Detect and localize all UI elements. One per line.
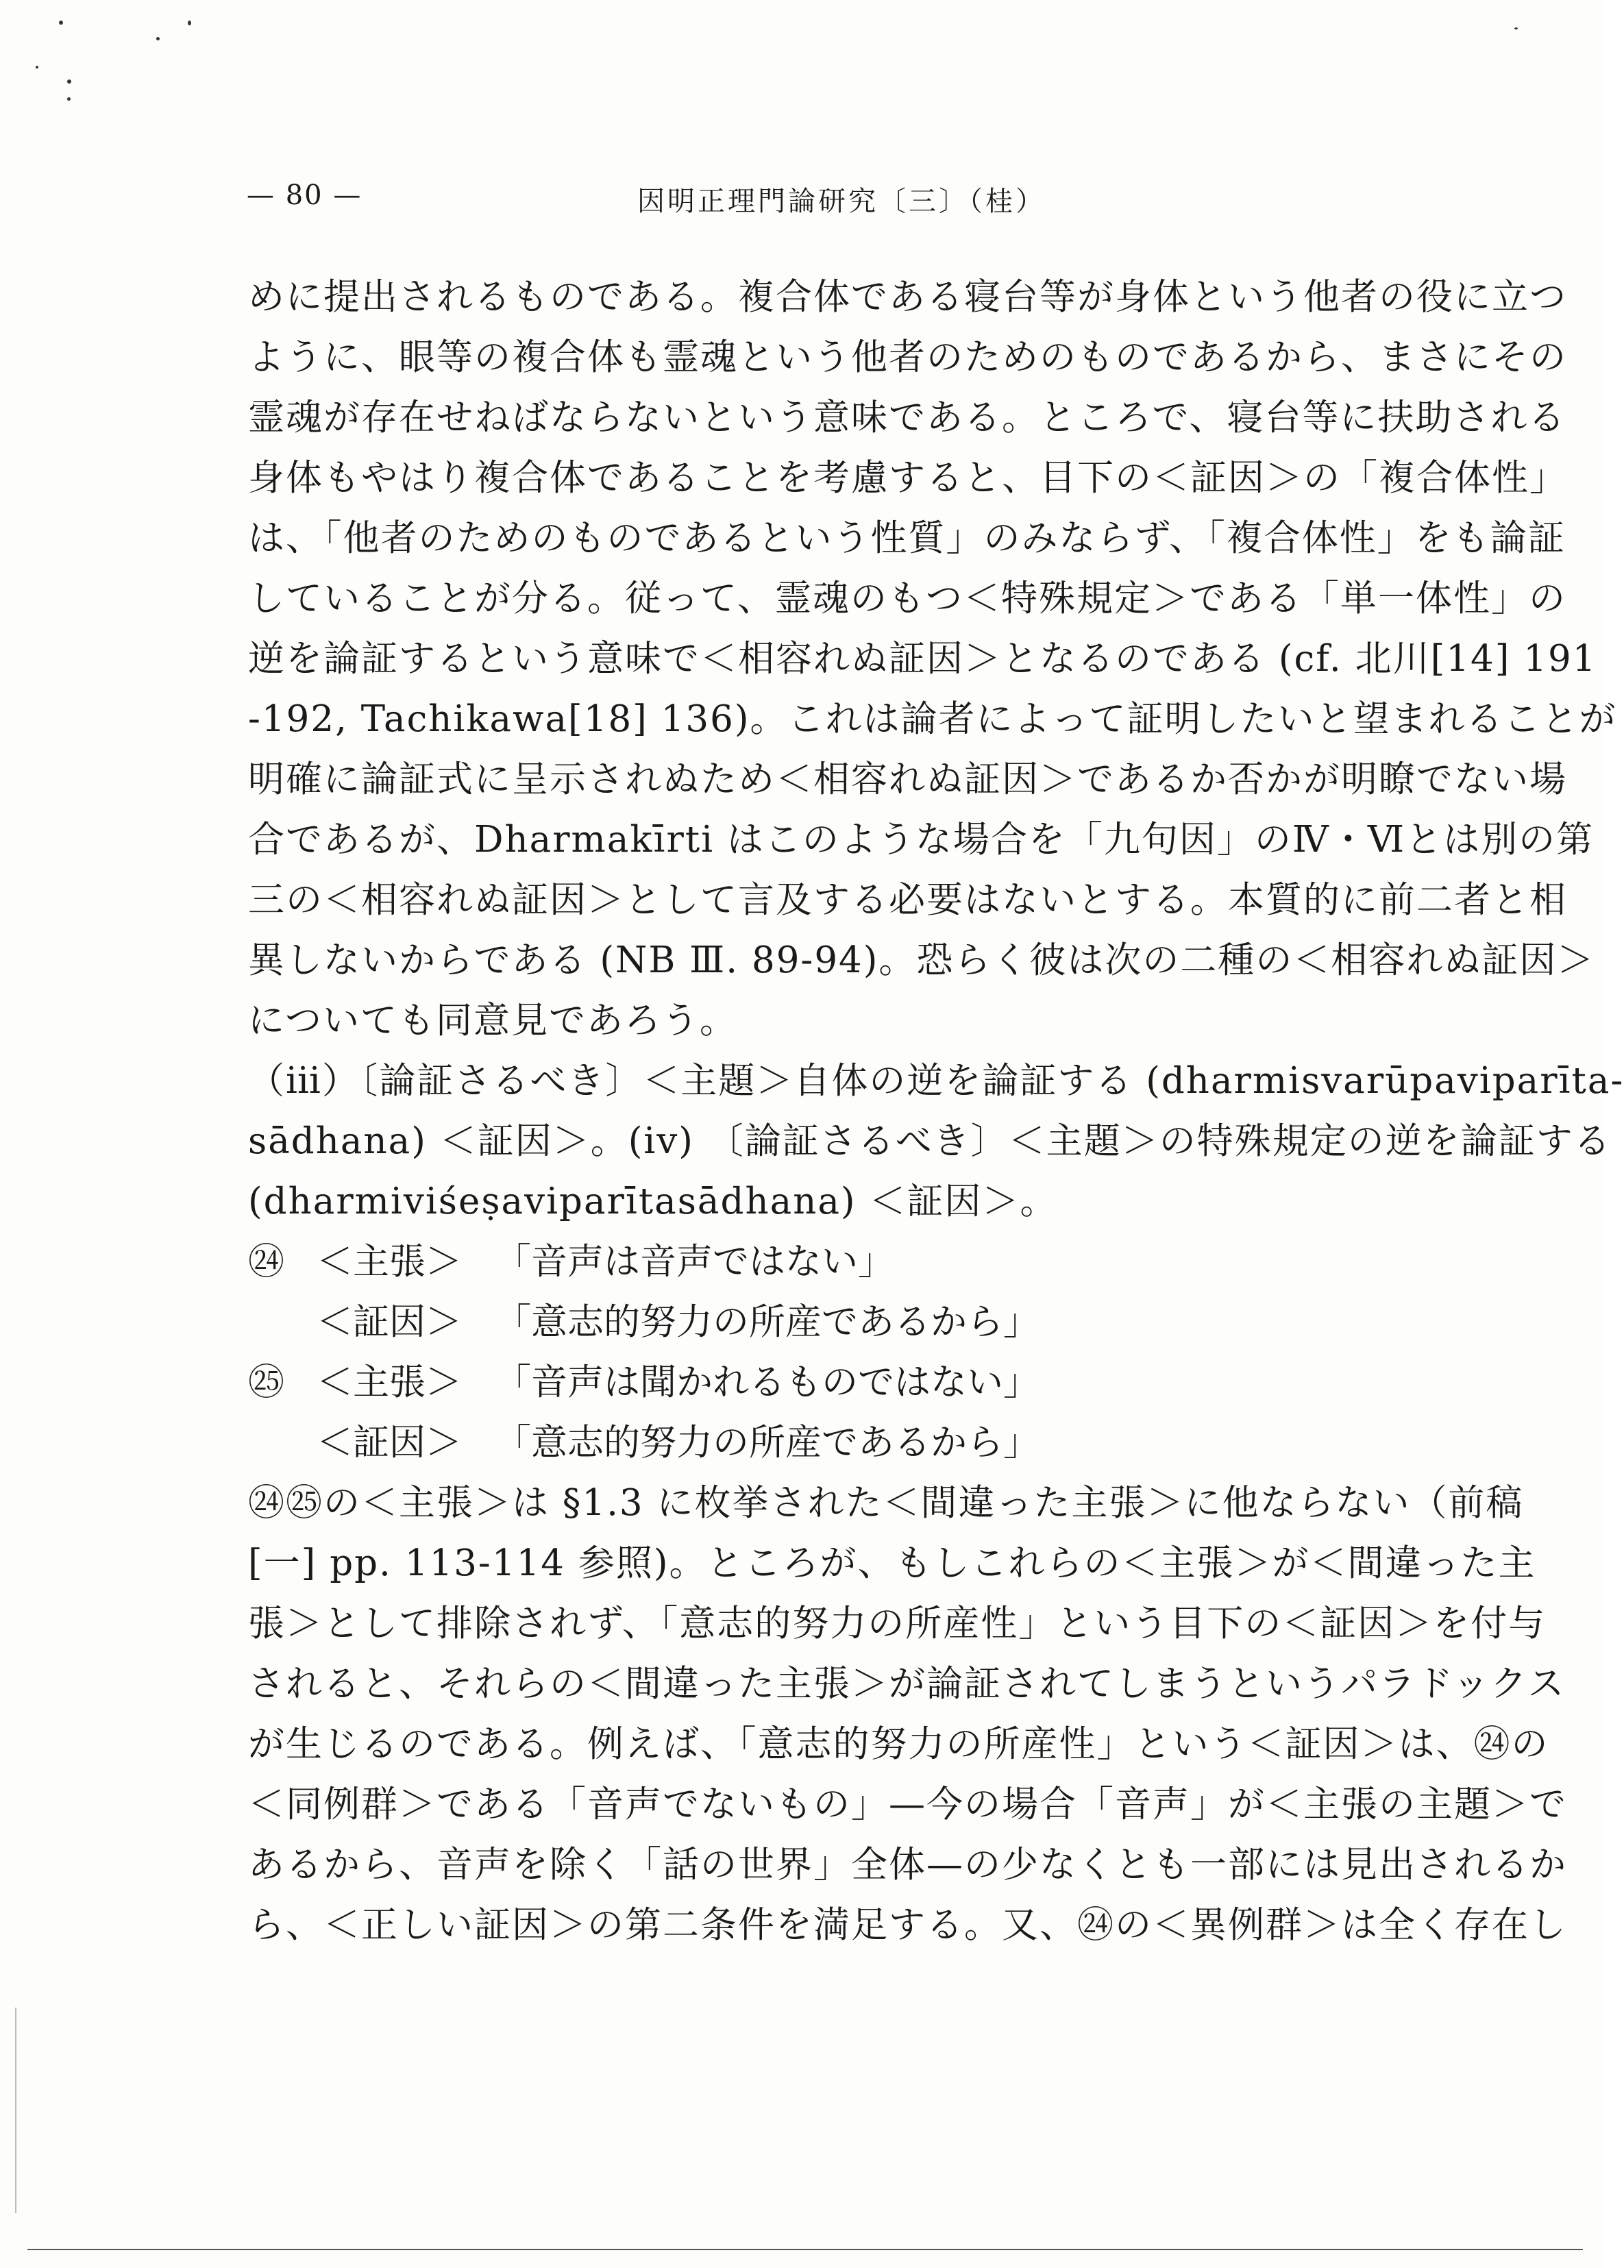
example-content: 「音声は音声ではない」	[495, 1241, 894, 1283]
text-line: ＜同例群＞である「音声でないもの」—今の場合「音声」が＜主張の主題＞で	[248, 1784, 1567, 1825]
text-line: についても同意見であろう。	[248, 1000, 737, 1041]
scan-speck	[67, 79, 71, 84]
example-content: 「意志的努力の所産であるから」	[495, 1301, 1039, 1343]
text-line: 三の＜相容れぬ証因＞として言及する必要はないとする。本質的に前二者と相	[248, 879, 1567, 921]
example-label: ＜証因＞	[317, 1422, 462, 1464]
text-line: （ⅲ）〔論証さるべき〕＜主題＞自体の逆を論証する (dharmisvarūpaviparīta-	[248, 1060, 1624, 1102]
example-content: 「音声は聞かれるものではない」	[495, 1361, 1039, 1403]
text-line: -192, Tachikawa[18] 136)。これは論者によって証明したいと望まれることが	[248, 698, 1617, 740]
scan-speck	[1514, 27, 1518, 29]
scan-speck	[67, 97, 71, 101]
text-line: sādhana) ＜証因＞。(iv) 〔論証さるべき〕＜主題＞の特殊規定の逆を論証する	[248, 1120, 1612, 1162]
text-line: 合であるが、Dharmakīrti はこのような場合を「九句因」のⅣ・Ⅵとは別の第	[248, 819, 1595, 861]
text-line: (dharmiviśeṣaviparītasādhana) ＜証因＞。	[248, 1181, 1058, 1222]
scan-speck	[59, 21, 63, 25]
text-line: あるから、音声を除く「話の世界」全体—の少なくとも一部には見出されるか	[248, 1844, 1567, 1886]
text-line: めに提出されるものである。複合体である寝台等が身体という他者の役に立つ	[248, 276, 1567, 318]
scan-bottom-edge	[27, 2249, 1583, 2250]
text-line: していることが分る。従って、霊魂のもつ＜特殊規定＞である「単一体性」の	[248, 578, 1566, 619]
text-line: 身体もやはり複合体であることを考慮すると、目下の＜証因＞の「複合体性」	[248, 457, 1567, 499]
text-line: 張＞として排除されず、「意志的努力の所産性」という目下の＜証因＞を付与	[248, 1603, 1547, 1644]
example-number: ㉔	[248, 1241, 284, 1283]
example-label: ＜証因＞	[317, 1301, 462, 1343]
example-content: 「意志的努力の所産であるから」	[495, 1422, 1039, 1464]
example-label: ＜主張＞	[317, 1241, 462, 1283]
text-line: ように、眼等の複合体も霊魂という他者のためのものであるから、まさにその	[248, 336, 1567, 378]
example-label: ＜主張＞	[317, 1361, 462, 1403]
text-line: 霊魂が存在せねばならないという意味である。ところで、寝台等に扶助される	[248, 397, 1566, 439]
example-row	[248, 1413, 1440, 1473]
text-line: が生じるのである。例えば、「意志的努力の所産性」という＜証因＞は、㉔の	[248, 1723, 1549, 1765]
text-line: ら、＜正しい証因＞の第二条件を満足する。又、㉔の＜異例群＞は全く存在し	[248, 1904, 1567, 1946]
example-row	[248, 1353, 1440, 1413]
text-line: は、「他者のためのものであるという性質」のみならず、「複合体性」をも論証	[248, 517, 1566, 559]
text-line: 明確に論証式に呈示されぬため＜相容れぬ証因＞であるか否かが明瞭でない場	[248, 759, 1567, 800]
body-text	[248, 267, 1624, 1956]
text-line: [一] pp. 113-114 参照)。ところが、もしこれらの＜主張＞が＜間違った主	[248, 1542, 1536, 1584]
scan-speck	[36, 66, 38, 69]
example-row	[248, 1292, 1440, 1353]
page-number: — 80 —	[247, 180, 362, 211]
scan-edge-shadow	[15, 2008, 16, 2213]
text-line: 逆を論証するという意味で＜相容れぬ証因＞となるのである (cf. 北川[14] 191	[248, 638, 1597, 680]
text-line: されると、それらの＜間違った主張＞が論証されてしまうというパラドックス	[248, 1663, 1566, 1705]
example-row	[248, 1232, 1440, 1292]
text-line: 異しないからである (NB Ⅲ. 89-94)。恐らく彼は次の二種の＜相容れぬ証因＞	[248, 939, 1595, 981]
running-title: 因明正理門論研究〔三〕（桂）	[637, 186, 1046, 217]
scan-speck	[188, 21, 191, 25]
page-header	[247, 180, 1439, 221]
scan-speck	[156, 37, 160, 40]
example-number: ㉕	[248, 1361, 284, 1403]
text-line: ㉔㉕の＜主張＞は §1.3 に枚挙された＜間違った主張＞に他ならない（前稿	[248, 1482, 1524, 1524]
